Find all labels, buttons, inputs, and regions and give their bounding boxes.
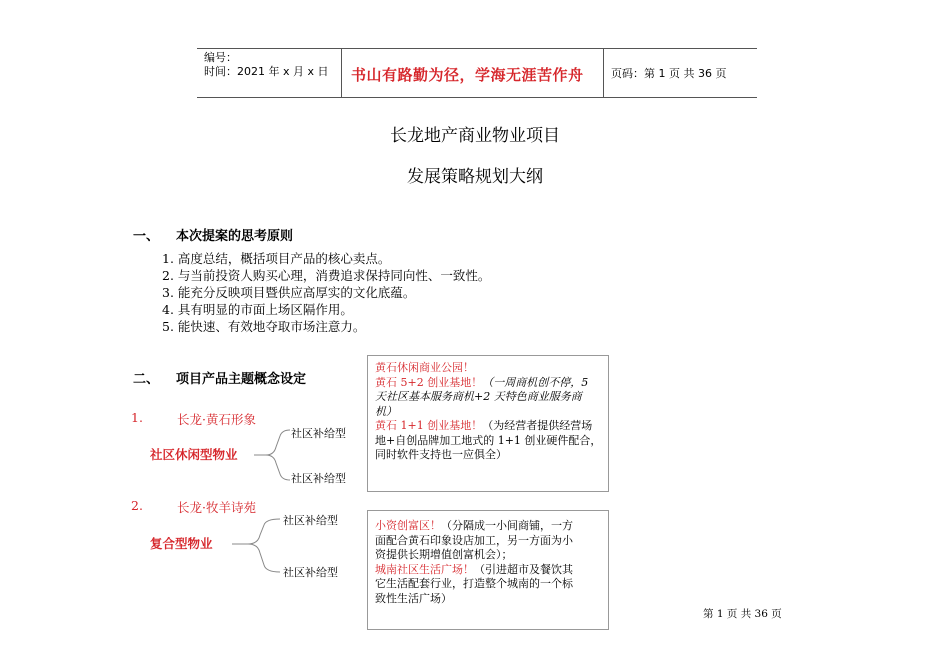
box1-line6: 地+自创品牌加工地式的 1+1 创业硬件配合， — [375, 433, 602, 447]
concept1-number: 1. — [131, 410, 143, 425]
list-item: 4. 具有明显的市面上场区隔作用。 — [162, 302, 353, 317]
footer-page-info: 第 1 页 共 36 页 — [703, 608, 782, 620]
list-item: 3. 能充分反映项目暨供应高厚实的文化底蕴。 — [162, 285, 416, 300]
section1-heading: 本次提案的思考原则 — [176, 229, 294, 244]
box2-line4-rest: （引进超市及餐饮其 — [474, 562, 573, 576]
concept1-branch-bottom: 社区补给型 — [291, 472, 346, 485]
concept2-branch-bottom: 社区补给型 — [283, 566, 338, 579]
header-divider-left — [341, 48, 342, 98]
header-number-label: 编号： — [204, 51, 237, 64]
section2-number: 二、 — [133, 372, 160, 387]
concept2-description-box — [367, 510, 609, 630]
box1-line7: 同时软件支持也一应俱全） — [375, 448, 507, 461]
box2-line4-red: 城南社区生活广场！ — [375, 562, 474, 576]
list-item: 2. 与当前投资人购买心理，消费追求保持同向性、一致性。 — [162, 268, 491, 283]
box1-line5-red: 黄石 1+1 创业基地！ — [375, 419, 483, 432]
box2-line2: 面配合黄石印象设店加工，另一方面为小 — [375, 533, 573, 547]
section1-number: 一、 — [133, 229, 160, 244]
section1-list — [162, 250, 490, 335]
concept1-bracket — [250, 425, 295, 485]
concept2-number: 2. — [131, 498, 143, 513]
header-page-label: 页码：第 1 页 共 36 页 — [611, 67, 727, 80]
header-slogan: 书山有路勤为径，学海无涯苦作舟 — [351, 66, 584, 84]
box1-line5-rest: （为经营者提供经营场 — [482, 419, 593, 432]
concept1-branch-top: 社区补给型 — [291, 427, 346, 440]
box1-line3: 天社区基本服务商机+2 天特色商业服务商 — [375, 390, 582, 403]
box1-line2-red: 黄石 5+2 创业基地！ — [375, 375, 483, 389]
box2-line6: 致性生活广场） — [375, 591, 452, 605]
box2-line1-rest: （分隔成一小间商铺，一方 — [441, 519, 573, 532]
concept2-name: 长龙·牧羊诗苑 — [177, 500, 256, 515]
header-divider-right — [603, 48, 604, 98]
box1-line2-italic: （一周商机创不停，5 — [482, 375, 589, 389]
concept2-branch-top: 社区补给型 — [283, 514, 338, 527]
concept1-name: 长龙·黄石形象 — [177, 412, 256, 427]
concept2-type: 复合型物业 — [150, 536, 213, 551]
box2-line1-red: 小资创富区！ — [375, 519, 441, 532]
list-item: 1. 高度总结，概括项目产品的核心卖点。 — [162, 251, 391, 266]
header-bottom-rule — [197, 97, 757, 98]
box1-line4: 机） — [375, 404, 397, 418]
header-time-label: 时间：2021 年 x 月 x 日 — [204, 65, 329, 78]
box2-line3: 资提供长期增值创富机会）； — [375, 548, 513, 561]
section2-heading: 项目产品主题概念设定 — [176, 372, 307, 387]
document-title-line2: 发展策略规划大纲 — [407, 167, 543, 187]
concept2-bracket — [228, 515, 288, 577]
document-title-line1: 长龙地产商业物业项目 — [390, 126, 560, 146]
header-top-rule — [197, 48, 757, 49]
list-item: 5. 能快速、有效地夺取市场注意力。 — [162, 319, 366, 334]
concept1-description-box — [367, 355, 609, 492]
box1-line1: 黄石休闲商业公园！ — [375, 361, 474, 374]
box2-line5: 它生活配套行业，打造整个城南的一个标 — [375, 577, 573, 590]
concept1-type: 社区休闲型物业 — [150, 447, 238, 462]
